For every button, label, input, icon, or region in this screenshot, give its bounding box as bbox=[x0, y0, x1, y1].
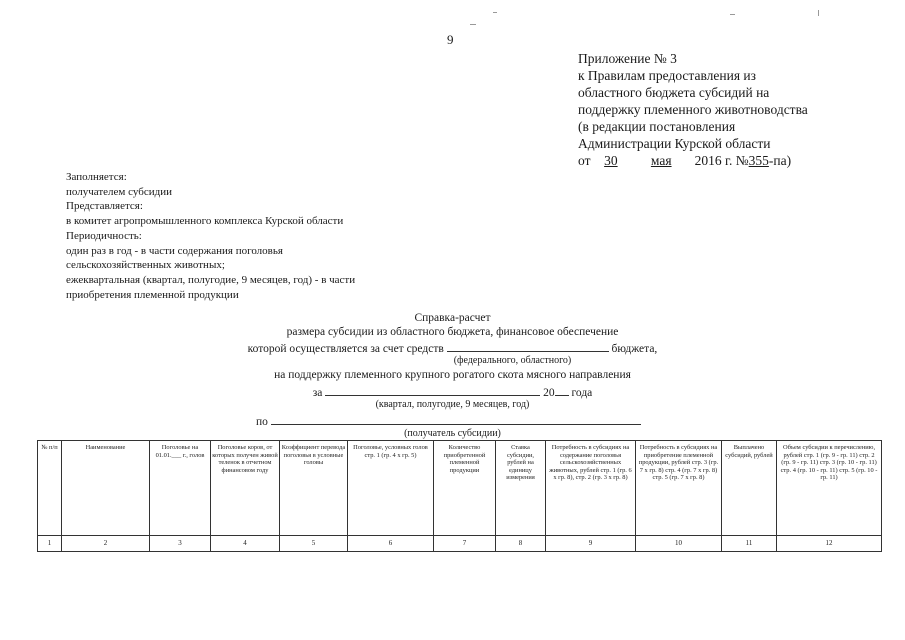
funding-source-line bbox=[0, 340, 905, 355]
appendix-line: Администрации Курской области bbox=[578, 136, 771, 151]
appendix-date-line bbox=[578, 152, 808, 169]
info-line: получателем субсидии bbox=[66, 185, 172, 198]
recipient-hint: (получатель субсидии) bbox=[404, 428, 501, 439]
col-number: 9 bbox=[546, 536, 636, 552]
appendix-line: к Правилам предоставления из bbox=[578, 68, 756, 83]
date-prefix: от bbox=[578, 153, 591, 168]
col-number: 4 bbox=[211, 536, 280, 552]
info-line: ежеквартальная (квартал, полугодие, 9 месяцев, год) - в части bbox=[66, 273, 356, 286]
col-header: Количество приобретенной племенной продукции bbox=[434, 441, 496, 536]
decree-number: 355 bbox=[748, 153, 769, 168]
scan-speck bbox=[493, 12, 497, 13]
direction-line: на поддержку племенного крупного рогатого скота мясного направления bbox=[274, 369, 631, 381]
doc-subtitle: размера субсидии из областного бюджета, финансовое обеспечение bbox=[286, 326, 619, 338]
period-line bbox=[0, 384, 905, 399]
col-header: № п/п bbox=[38, 441, 62, 536]
date-month: мая bbox=[650, 153, 672, 168]
col-number: 11 bbox=[722, 536, 777, 552]
page-number: 9 bbox=[447, 32, 454, 47]
doc-title: Справка-расчет bbox=[414, 312, 491, 324]
recipient-prefix: по bbox=[256, 416, 268, 428]
decree-suffix: -па) bbox=[768, 153, 792, 168]
col-header: Потребность в субсидиях на приобретение племенной продукции, рублей стр. 3 (гр. 7 х гр. 8) стр. 4 (гр. 7 х гр. 8) стр. 5 (гр. 7 х гр. 8) bbox=[636, 441, 722, 536]
info-line: один раз в год - в части содержания поголовья bbox=[66, 244, 283, 257]
calculation-table bbox=[37, 440, 882, 552]
appendix-line: областного бюджета субсидий на bbox=[578, 85, 770, 100]
year-blank bbox=[555, 384, 569, 396]
col-number: 5 bbox=[280, 536, 348, 552]
period-suffix: года bbox=[571, 387, 593, 399]
col-header: Наименование bbox=[62, 441, 150, 536]
col-number: 8 bbox=[496, 536, 546, 552]
scan-speck bbox=[818, 10, 819, 16]
col-header: Поголовье на 01.01.___ г., голов bbox=[150, 441, 211, 536]
submission-info bbox=[66, 170, 355, 302]
col-header: Поголовье коров, от которых получен живой теленок в отчетном финансовом году bbox=[211, 441, 280, 536]
funding-suffix: бюджета, bbox=[611, 343, 658, 355]
col-number: 12 bbox=[777, 536, 882, 552]
col-header: Потребность в субсидиях на содержание поголовья сельскохозяйственных животных, рублей стр. 1 (гр. 6 х гр. 8), стр. 2 (гр. 3 х гр. 8) bbox=[546, 441, 636, 536]
col-number: 6 bbox=[348, 536, 434, 552]
period-prefix: за bbox=[312, 387, 323, 399]
appendix-line: Приложение № 3 bbox=[578, 51, 677, 66]
info-line: в комитет агропромышленного комплекса Курской области bbox=[66, 215, 344, 228]
col-header: Ставка субсидии, рублей на единицу измерения bbox=[496, 441, 546, 536]
col-number: 10 bbox=[636, 536, 722, 552]
col-number: 2 bbox=[62, 536, 150, 552]
header-row bbox=[38, 441, 882, 536]
info-line: Периодичность: bbox=[66, 229, 142, 242]
col-number: 3 bbox=[150, 536, 211, 552]
col-header: Объем субсидии к перечислению, рублей стр. 1 (гр. 9 - гр. 11) стр. 2 (гр. 9 - гр. 11) стр. 3 (гр. 10 - гр. 11) стр. 4 (гр. 10 - гр. 11) стр. 5 (гр. 10 - гр. 11) bbox=[777, 441, 882, 536]
column-number-row bbox=[38, 536, 882, 552]
recipient-blank bbox=[271, 413, 641, 425]
funding-blank bbox=[447, 340, 609, 352]
col-number: 1 bbox=[38, 536, 62, 552]
appendix-line: (в редакции постановления bbox=[578, 119, 736, 134]
col-header: Поголовье, условных голов стр. 1 (гр. 4 х гр. 5) bbox=[348, 441, 434, 536]
period-hint: (квартал, полугодие, 9 месяцев, год) bbox=[375, 399, 530, 410]
scan-speck bbox=[730, 14, 735, 15]
date-day: 30 bbox=[604, 153, 618, 168]
appendix-line: поддержку племенного животноводства bbox=[578, 102, 808, 117]
funding-prefix: которой осуществляется за счет средств bbox=[247, 343, 444, 355]
period-blank bbox=[325, 384, 540, 396]
info-line: приобретения племенной продукции bbox=[66, 288, 239, 301]
funding-hint: (федерального, областного) bbox=[453, 355, 572, 366]
info-line: сельскохозяйственных животных; bbox=[66, 259, 225, 272]
col-header: Коэффициент перевода поголовья в условные головы bbox=[280, 441, 348, 536]
appendix-block bbox=[578, 50, 808, 169]
date-year: 2016 г. № bbox=[694, 153, 749, 168]
info-line: Представляется: bbox=[66, 200, 143, 213]
period-year: 20 bbox=[543, 387, 555, 399]
recipient-line bbox=[256, 413, 641, 428]
col-header: Выплачено субсидий, рублей bbox=[722, 441, 777, 536]
scan-speck bbox=[470, 24, 476, 25]
info-line: Заполняется: bbox=[66, 171, 127, 183]
col-number: 7 bbox=[434, 536, 496, 552]
